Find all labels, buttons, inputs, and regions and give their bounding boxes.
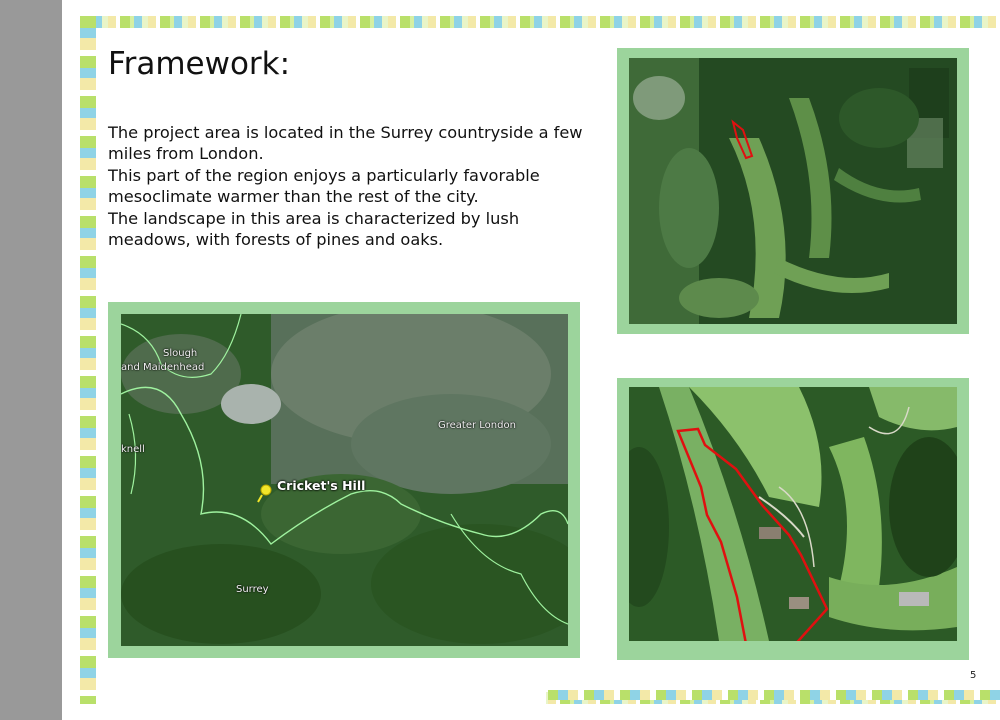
paragraph-climate: This part of the region enjoys a particularly favorable mesoclimate warmer than the rest of the city. [108, 165, 540, 207]
slide-body-text [108, 122, 588, 250]
map-label-surrey: Surrey [236, 584, 269, 595]
map-label-knell: knell [121, 444, 145, 455]
map-label-crickets-hill: Cricket's Hill [277, 478, 366, 493]
regional-map [121, 314, 568, 646]
decorative-border-bottom [548, 690, 1000, 700]
aerial-photo-overview [629, 58, 957, 324]
map-label-maidenhead: and Maidenhead [121, 362, 205, 373]
map-label-slough: Slough [163, 348, 198, 359]
aerial-detail-image [629, 387, 957, 641]
decorative-border-left [80, 16, 96, 704]
aerial-overview-image [629, 58, 957, 324]
page-number: 5 [970, 670, 977, 681]
paragraph-landscape: The landscape in this area is characterized by lush meadows, with forests of pines and oaks. [108, 208, 520, 250]
left-gray-bar [0, 0, 62, 720]
paragraph-location: The project area is located in the Surrey countryside a few miles from London. [108, 123, 583, 164]
aerial-photo-detail [629, 387, 957, 641]
map-label-greater-london: Greater London [438, 420, 516, 431]
slide-title: Framework: [108, 46, 291, 82]
